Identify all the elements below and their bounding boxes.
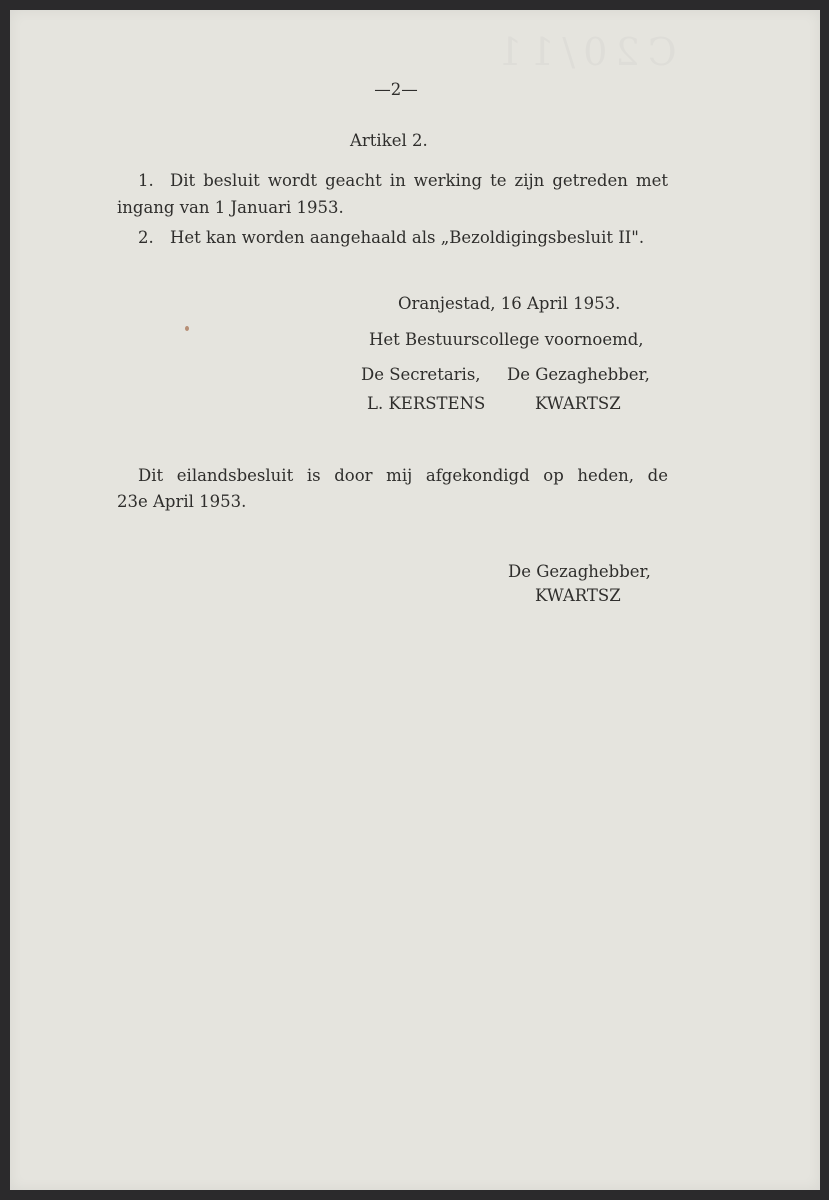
bleed-through-mark <box>490 30 677 74</box>
page-number: —2— <box>374 80 418 99</box>
article-heading: Artikel 2. <box>350 131 428 150</box>
place-date: Oranjestad, 16 April 1953. <box>398 294 621 313</box>
promulgation-line-2: 23e April 1953. <box>117 492 247 511</box>
governor-title: De Gezaghebber, <box>507 365 650 384</box>
governor-name: KWARTSZ <box>535 394 621 413</box>
clause-1-number: 1. <box>138 171 154 190</box>
final-signature-name: KWARTSZ <box>535 586 621 605</box>
secretary-name: L. KERSTENS <box>367 394 486 413</box>
promulgation-line-1: Dit eilandsbesluit is door mij afgekondigd op heden, de <box>138 466 668 485</box>
governing-body: Het Bestuurscollege voornoemd, <box>369 330 644 349</box>
clause-1-line-2: ingang van 1 Januari 1953. <box>117 198 344 217</box>
paper-speck <box>185 326 189 331</box>
clause-1-line-1: Dit besluit wordt geacht in werking te zijn getreden met <box>170 171 668 190</box>
document-page <box>10 10 820 1190</box>
clause-2-number: 2. <box>138 228 154 247</box>
secretary-title: De Secretaris, <box>361 365 481 384</box>
clause-2-text: Het kan worden aangehaald als „Bezoldigingsbesluit II". <box>170 228 645 247</box>
final-signature-title: De Gezaghebber, <box>508 562 651 581</box>
